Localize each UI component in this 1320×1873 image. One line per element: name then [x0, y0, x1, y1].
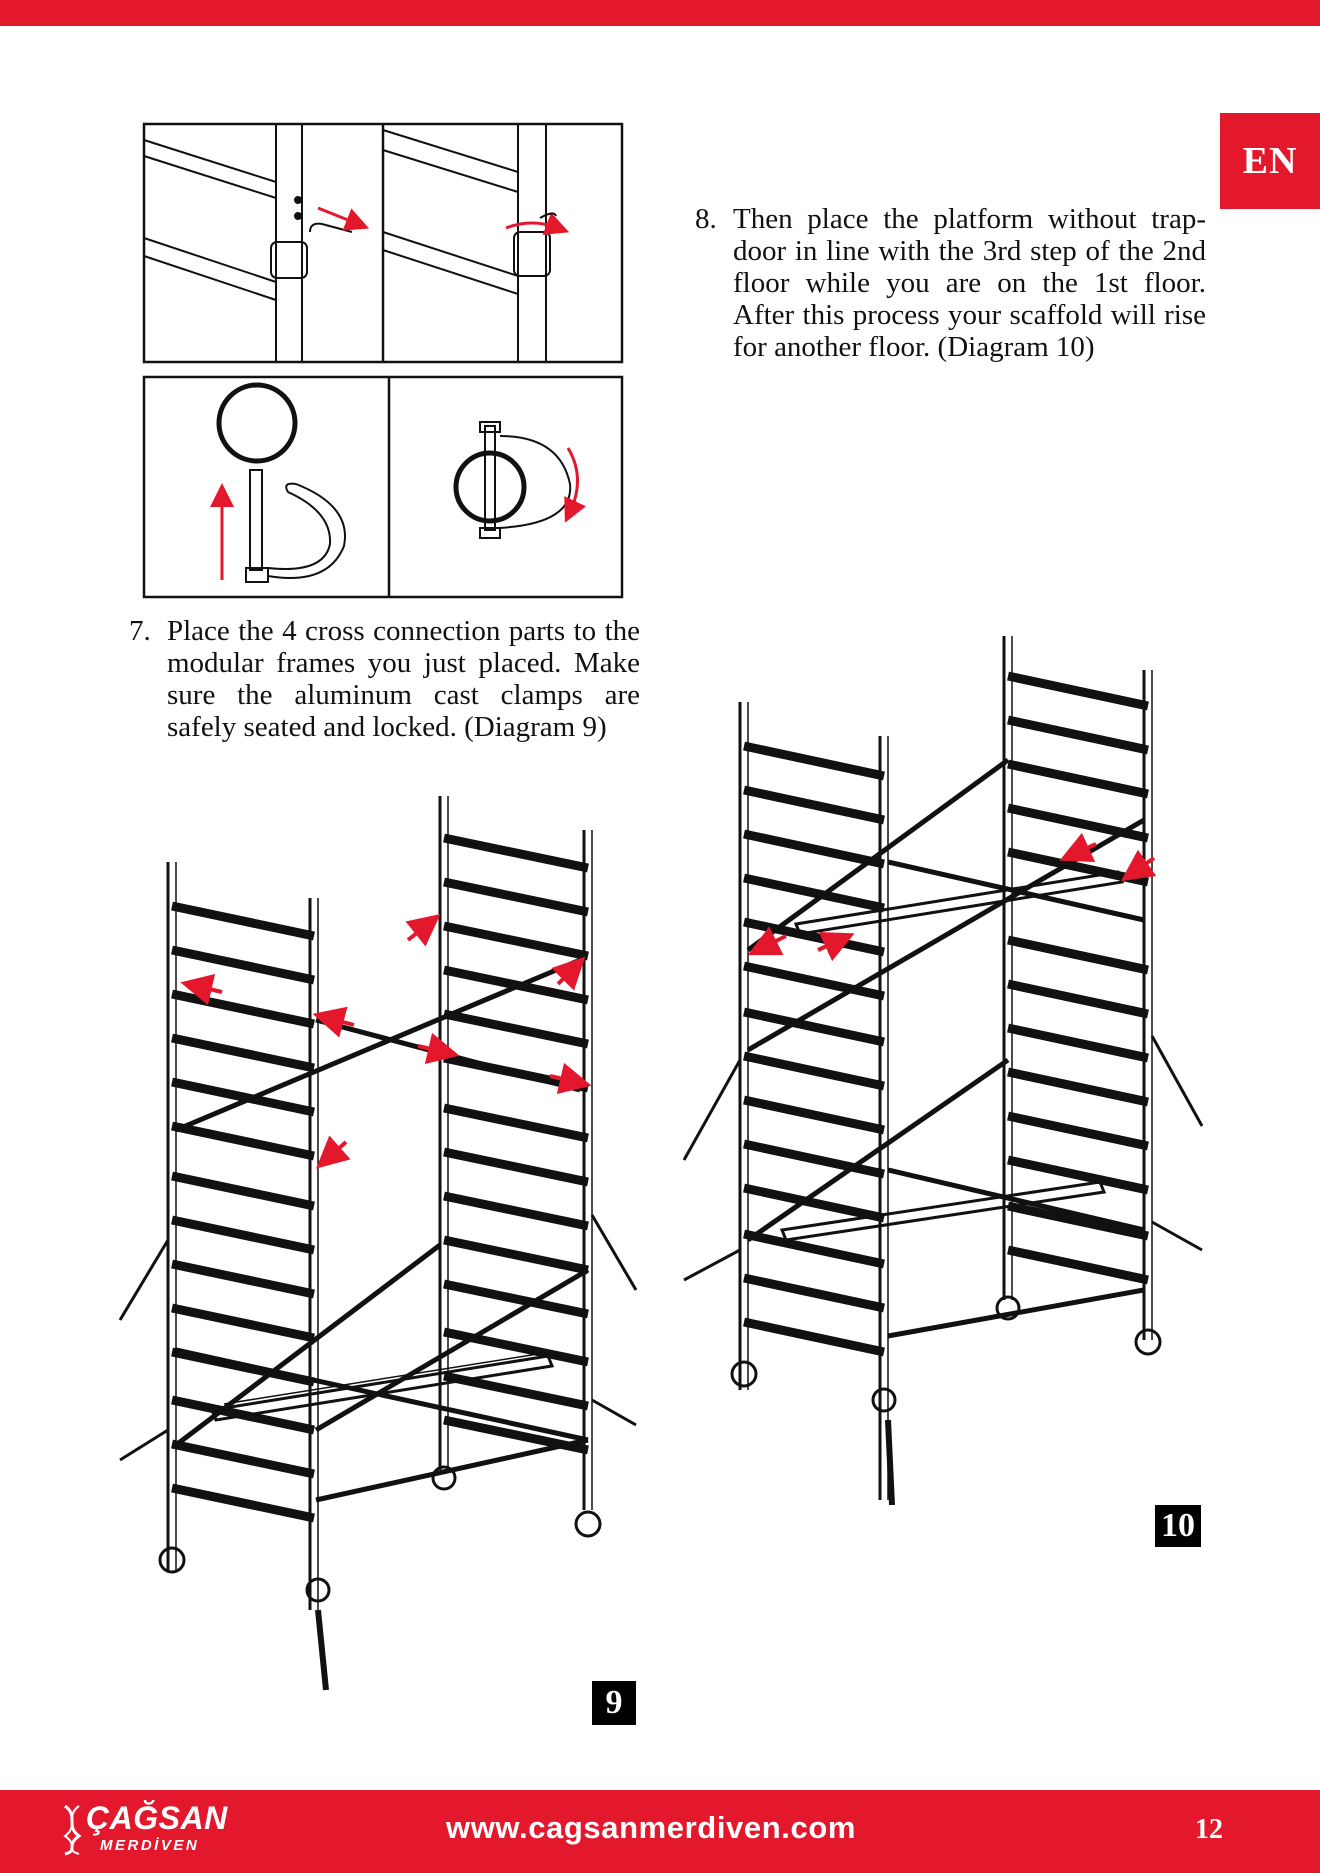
brand-subtitle: MERDİVEN	[100, 1837, 200, 1854]
step-7-number: 7.	[129, 615, 151, 647]
diagram-10-label: 10	[1155, 1505, 1201, 1547]
step-8-number: 8.	[695, 203, 717, 235]
clamp-detail-panel	[144, 124, 622, 362]
step-8-body: Then place the platform without trap-door in line with the 3rd step of the 2nd floor while you are on the 1st floor. After this process your scaffold will rise for another floor. (Diagram 10)	[733, 203, 1206, 363]
step-7-body: Place the 4 cross connection parts to the modular frames you just placed. Make sure the aluminum cast clamps are safely seated and locked. (Diagram 9)	[167, 615, 640, 743]
page-number: 12	[1195, 1814, 1223, 1845]
pin-detail-panel	[144, 377, 622, 597]
dna-helix-icon	[62, 1804, 82, 1856]
diagram-9-label: 9	[592, 1681, 636, 1725]
language-tab: EN	[1220, 113, 1320, 209]
footer-bar	[0, 1790, 1320, 1873]
brand-name: ÇAĞSAN	[86, 1800, 228, 1836]
diagram-9-scaffold	[120, 796, 636, 1690]
website-link[interactable]: www.cagsanmerdiven.com	[446, 1810, 857, 1845]
diagram-10-scaffold	[684, 636, 1202, 1505]
